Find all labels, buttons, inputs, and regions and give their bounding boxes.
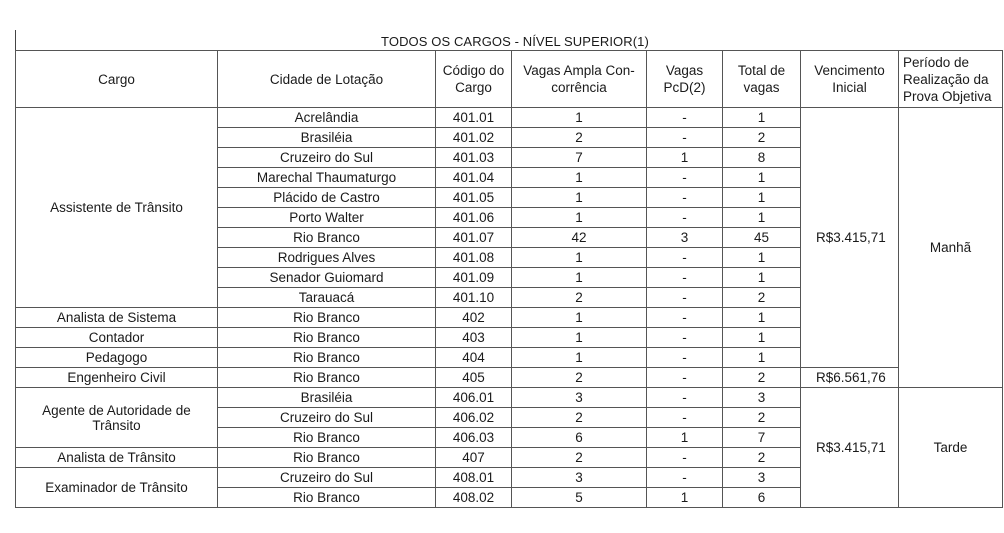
codigo-cell: 407 [436, 448, 512, 468]
vagas-pcd-cell: - [647, 308, 723, 328]
cidade-cell: Brasiléia [218, 388, 436, 408]
header-codigo: Código do Cargo [436, 51, 512, 108]
vagas-ampla-cell: 42 [512, 228, 647, 248]
vagas-ampla-cell: 7 [512, 148, 647, 168]
table-row [16, 388, 1003, 408]
table-title: TODOS OS CARGOS - NÍVEL SUPERIOR(1) [381, 34, 649, 49]
codigo-cell: 408.02 [436, 488, 512, 508]
cidade-cell: Porto Walter [218, 208, 436, 228]
total-vagas-cell: 1 [723, 208, 801, 228]
vagas-pcd-cell: - [647, 188, 723, 208]
cidade-cell: Cruzeiro do Sul [218, 148, 436, 168]
cargo-contador: Contador [16, 328, 218, 348]
codigo-cell: 401.01 [436, 108, 512, 128]
cidade-cell: Rio Branco [218, 448, 436, 468]
table-body [16, 108, 1003, 508]
vagas-ampla-cell: 2 [512, 128, 647, 148]
vagas-ampla-cell: 2 [512, 368, 647, 388]
codigo-cell: 406.02 [436, 408, 512, 428]
total-vagas-cell: 3 [723, 468, 801, 488]
codigo-cell: 401.05 [436, 188, 512, 208]
vagas-ampla-cell: 5 [512, 488, 647, 508]
cargo-agente: Agente de Autoridade de Trânsito [16, 388, 218, 448]
vagas-ampla-cell: 1 [512, 308, 647, 328]
vagas-ampla-cell: 1 [512, 208, 647, 228]
total-vagas-cell: 1 [723, 348, 801, 368]
header-periodo: Período de Realização da Prova Objetiva [899, 51, 1003, 108]
codigo-cell: 406.03 [436, 428, 512, 448]
vagas-pcd-cell: 1 [647, 148, 723, 168]
codigo-cell: 401.02 [436, 128, 512, 148]
cargo-examinador: Examinador de Trânsito [16, 468, 218, 508]
codigo-cell: 403 [436, 328, 512, 348]
cidade-cell: Rio Branco [218, 228, 436, 248]
total-vagas-cell: 1 [723, 168, 801, 188]
vagas-ampla-cell: 1 [512, 348, 647, 368]
cidade-cell: Tarauacá [218, 288, 436, 308]
cargo-pedagogo: Pedagogo [16, 348, 218, 368]
total-vagas-cell: 3 [723, 388, 801, 408]
cidade-cell: Rio Branco [218, 308, 436, 328]
periodo-tarde: Tarde [899, 388, 1003, 508]
cidade-cell: Rodrigues Alves [218, 248, 436, 268]
cidade-cell: Rio Branco [218, 428, 436, 448]
periodo-manha: Manhã [899, 108, 1003, 388]
vagas-pcd-cell: - [647, 388, 723, 408]
total-vagas-cell: 1 [723, 108, 801, 128]
codigo-cell: 402 [436, 308, 512, 328]
vagas-ampla-cell: 6 [512, 428, 647, 448]
vencimento-1: R$3.415,71 [801, 108, 899, 368]
header-vagas-ampla: Vagas Ampla Con-corrência [512, 51, 647, 108]
vencimento-3: R$3.415,71 [801, 388, 899, 508]
cargo-analista-transito: Analista de Trânsito [16, 448, 218, 468]
header-vagas-pcd: Vagas PcD(2) [647, 51, 723, 108]
vagas-pcd-cell: 1 [647, 428, 723, 448]
total-vagas-cell: 1 [723, 308, 801, 328]
total-vagas-cell: 1 [723, 328, 801, 348]
cargo-analista-sistema: Analista de Sistema [16, 308, 218, 328]
cidade-cell: Plácido de Castro [218, 188, 436, 208]
vagas-pcd-cell: - [647, 248, 723, 268]
codigo-cell: 401.07 [436, 228, 512, 248]
vagas-ampla-cell: 2 [512, 448, 647, 468]
vagas-pcd-cell: - [647, 408, 723, 428]
vagas-pcd-cell: - [647, 348, 723, 368]
cidade-cell: Cruzeiro do Sul [218, 468, 436, 488]
cidade-cell: Acrelândia [218, 108, 436, 128]
table-row [16, 108, 1003, 128]
vagas-pcd-cell: - [647, 128, 723, 148]
vagas-pcd-cell: - [647, 208, 723, 228]
header-cidade: Cidade de Lotação [218, 51, 436, 108]
vagas-ampla-cell: 1 [512, 268, 647, 288]
table-row [16, 368, 1003, 388]
total-vagas-cell: 2 [723, 448, 801, 468]
cidade-cell: Brasiléia [218, 128, 436, 148]
vagas-pcd-cell: - [647, 268, 723, 288]
vagas-ampla-cell: 1 [512, 248, 647, 268]
vagas-pcd-cell: - [647, 168, 723, 188]
vagas-pcd-cell: - [647, 368, 723, 388]
vagas-pcd-cell: - [647, 108, 723, 128]
cidade-cell: Rio Branco [218, 348, 436, 368]
cargo-engenheiro: Engenheiro Civil [16, 368, 218, 388]
vagas-pcd-cell: - [647, 288, 723, 308]
vencimento-2: R$6.561,76 [801, 368, 899, 388]
header-row [16, 51, 1003, 108]
vagas-pcd-cell: 1 [647, 488, 723, 508]
vagas-pcd-cell: - [647, 328, 723, 348]
total-vagas-cell: 1 [723, 268, 801, 288]
vagas-table [15, 50, 1003, 508]
codigo-cell: 408.01 [436, 468, 512, 488]
vagas-ampla-cell: 1 [512, 108, 647, 128]
vagas-ampla-cell: 1 [512, 188, 647, 208]
cidade-cell: Cruzeiro do Sul [218, 408, 436, 428]
codigo-cell: 401.04 [436, 168, 512, 188]
vagas-ampla-cell: 1 [512, 168, 647, 188]
total-vagas-cell: 45 [723, 228, 801, 248]
cidade-cell: Senador Guiomard [218, 268, 436, 288]
cidade-cell: Rio Branco [218, 328, 436, 348]
header-cargo: Cargo [16, 51, 218, 108]
codigo-cell: 404 [436, 348, 512, 368]
codigo-cell: 401.09 [436, 268, 512, 288]
total-vagas-cell: 7 [723, 428, 801, 448]
header-vencimento: Vencimento Inicial [801, 51, 899, 108]
total-vagas-cell: 8 [723, 148, 801, 168]
total-vagas-cell: 2 [723, 288, 801, 308]
total-vagas-cell: 1 [723, 248, 801, 268]
vagas-ampla-cell: 2 [512, 408, 647, 428]
vagas-ampla-cell: 2 [512, 288, 647, 308]
total-vagas-cell: 2 [723, 128, 801, 148]
total-vagas-cell: 2 [723, 408, 801, 428]
vagas-pcd-cell: - [647, 468, 723, 488]
cidade-cell: Rio Branco [218, 368, 436, 388]
vagas-pcd-cell: 3 [647, 228, 723, 248]
codigo-cell: 401.10 [436, 288, 512, 308]
codigo-cell: 401.08 [436, 248, 512, 268]
vagas-ampla-cell: 3 [512, 388, 647, 408]
total-vagas-cell: 1 [723, 188, 801, 208]
vagas-pcd-cell: - [647, 448, 723, 468]
codigo-cell: 406.01 [436, 388, 512, 408]
codigo-cell: 405 [436, 368, 512, 388]
cidade-cell: Rio Branco [218, 488, 436, 508]
cargo-assistente: Assistente de Trânsito [16, 108, 218, 308]
codigo-cell: 401.06 [436, 208, 512, 228]
total-vagas-cell: 2 [723, 368, 801, 388]
header-total: Total de vagas [723, 51, 801, 108]
total-vagas-cell: 6 [723, 488, 801, 508]
vagas-ampla-cell: 1 [512, 328, 647, 348]
codigo-cell: 401.03 [436, 148, 512, 168]
cidade-cell: Marechal Thaumaturgo [218, 168, 436, 188]
vagas-ampla-cell: 3 [512, 468, 647, 488]
